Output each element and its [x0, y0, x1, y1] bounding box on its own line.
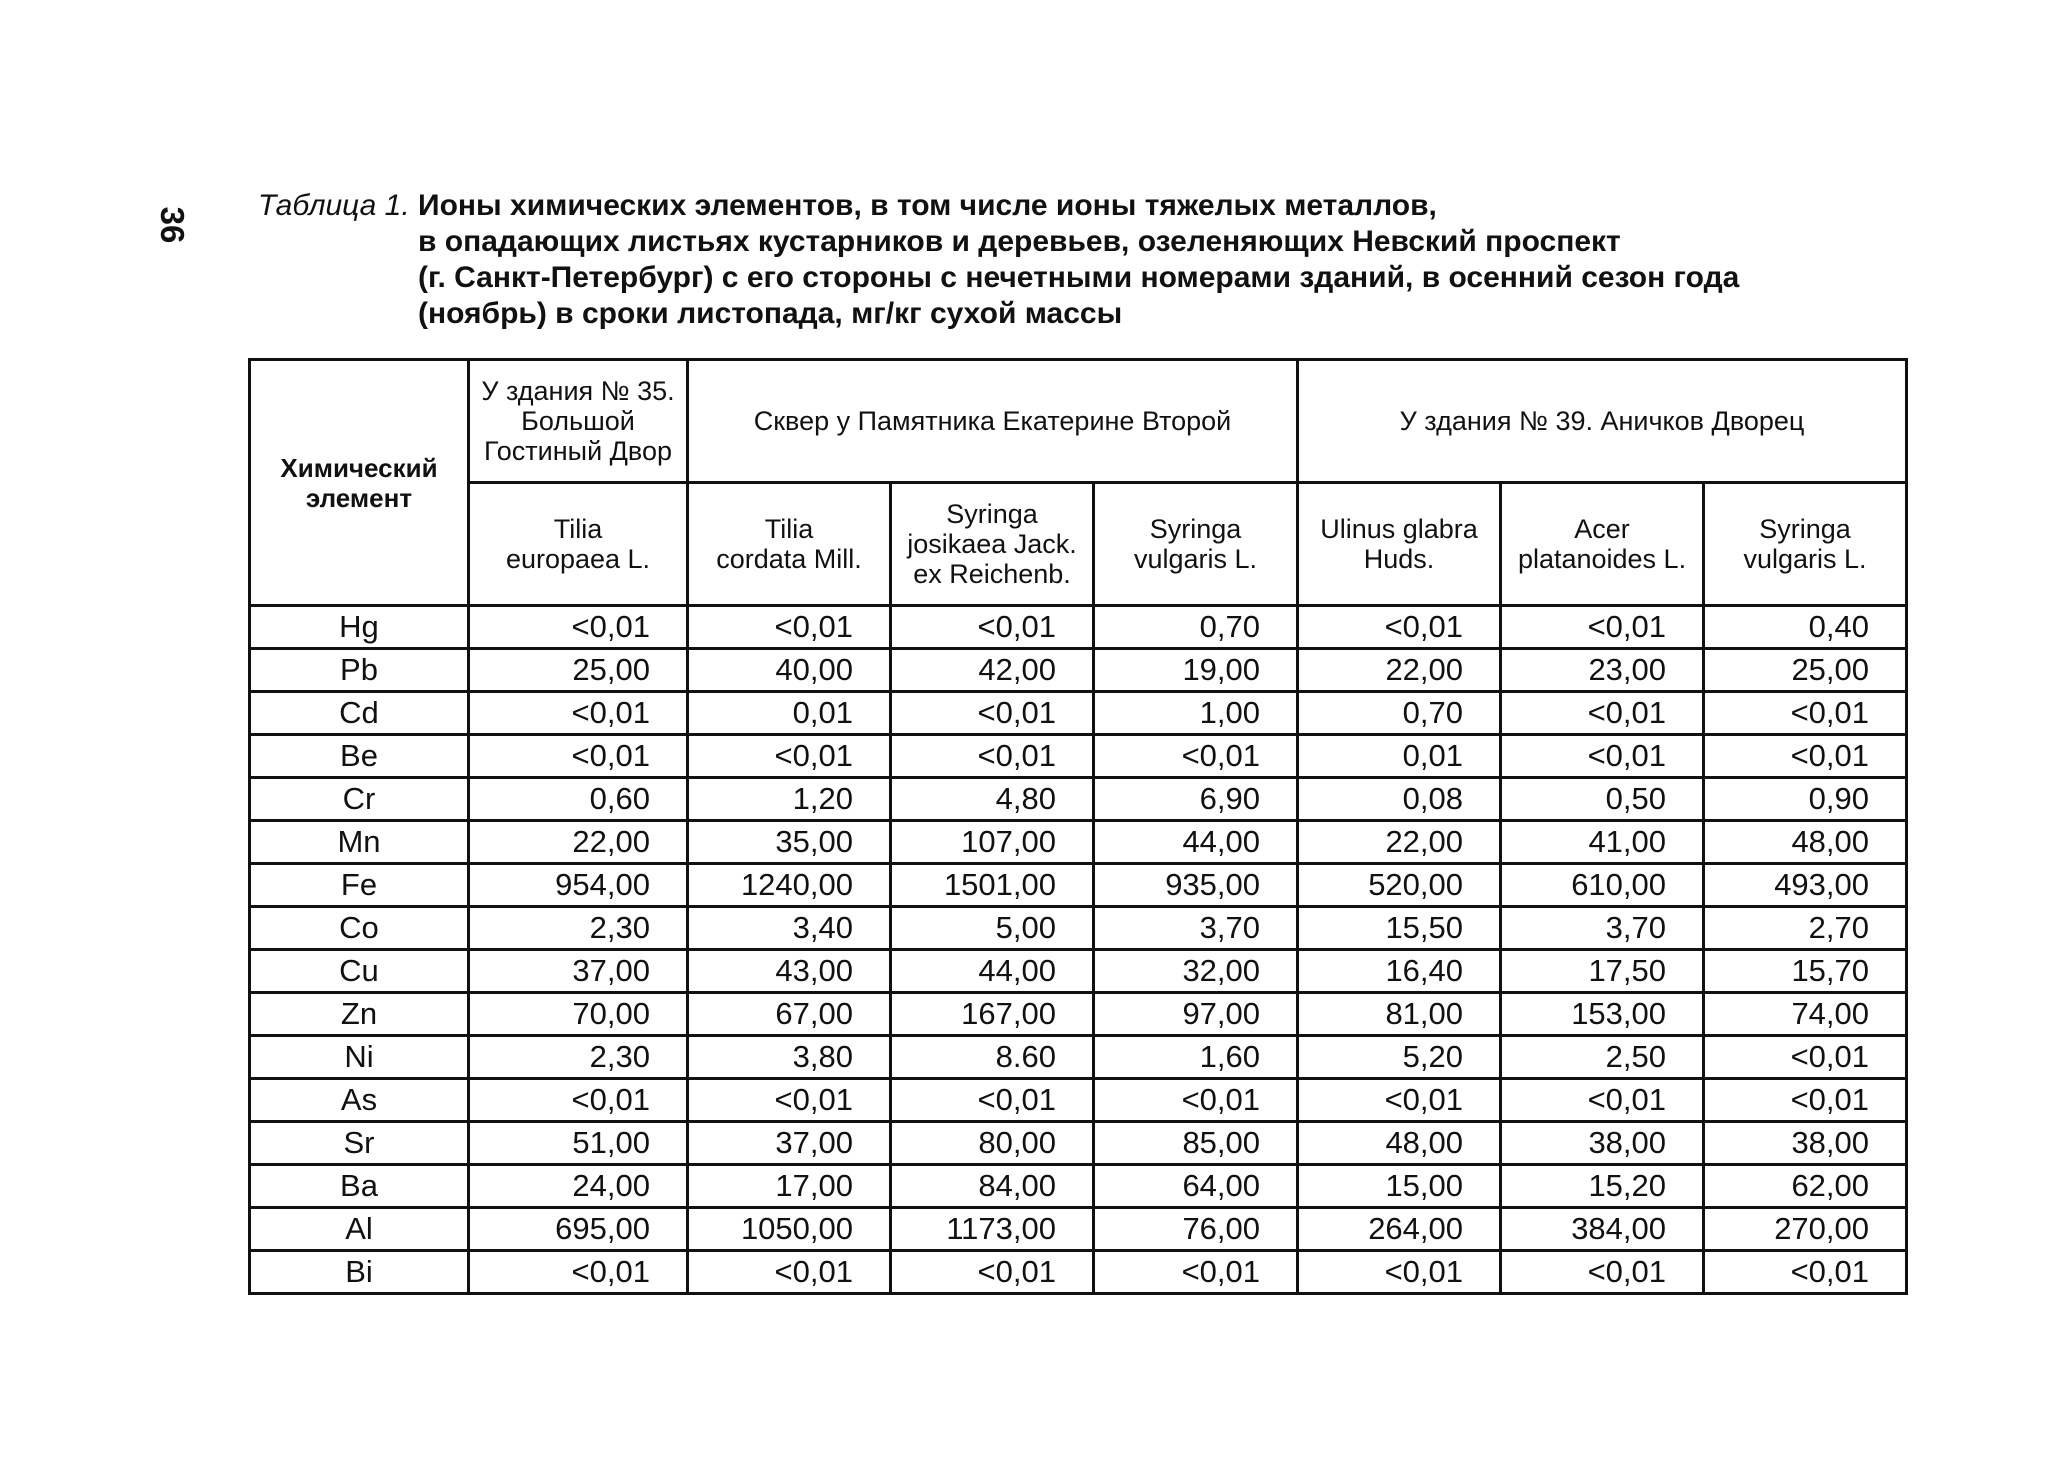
- table-row: [250, 950, 1907, 993]
- element-cell: Be: [250, 735, 469, 778]
- value-cell: 22,00: [1298, 821, 1501, 864]
- value-cell: 42,00: [891, 649, 1094, 692]
- value-cell: 70,00: [469, 993, 688, 1036]
- value-cell: 2,70: [1704, 907, 1907, 950]
- value-cell: 3,40: [688, 907, 891, 950]
- value-cell: 107,00: [891, 821, 1094, 864]
- value-cell: <0,01: [1094, 735, 1298, 778]
- value-cell: 81,00: [1298, 993, 1501, 1036]
- value-cell: 270,00: [1704, 1208, 1907, 1251]
- value-cell: 44,00: [1094, 821, 1298, 864]
- table-row: [250, 692, 1907, 735]
- element-cell: As: [250, 1079, 469, 1122]
- value-cell: 8.60: [891, 1036, 1094, 1079]
- value-cell: 153,00: [1501, 993, 1704, 1036]
- value-cell: <0,01: [891, 606, 1094, 649]
- value-cell: <0,01: [1501, 692, 1704, 735]
- value-cell: 23,00: [1501, 649, 1704, 692]
- value-cell: 74,00: [1704, 993, 1907, 1036]
- value-cell: 384,00: [1501, 1208, 1704, 1251]
- table-caption: [258, 188, 1838, 332]
- value-cell: 48,00: [1298, 1122, 1501, 1165]
- value-cell: <0,01: [1704, 1036, 1907, 1079]
- value-cell: 3,70: [1094, 907, 1298, 950]
- value-cell: 43,00: [688, 950, 891, 993]
- table-row: [250, 993, 1907, 1036]
- value-cell: <0,01: [469, 692, 688, 735]
- value-cell: 1,00: [1094, 692, 1298, 735]
- value-cell: 80,00: [891, 1122, 1094, 1165]
- value-cell: 1050,00: [688, 1208, 891, 1251]
- value-cell: 2,50: [1501, 1036, 1704, 1079]
- table-row: [250, 649, 1907, 692]
- value-cell: 19,00: [1094, 649, 1298, 692]
- species-header-row: [250, 483, 1907, 606]
- value-cell: 3,80: [688, 1036, 891, 1079]
- caption-label: Таблица 1.: [258, 189, 410, 222]
- table-row: [250, 1122, 1907, 1165]
- value-cell: 76,00: [1094, 1208, 1298, 1251]
- value-cell: 32,00: [1094, 950, 1298, 993]
- value-cell: 5,20: [1298, 1036, 1501, 1079]
- value-cell: 5,00: [891, 907, 1094, 950]
- value-cell: 493,00: [1704, 864, 1907, 907]
- value-cell: 0,90: [1704, 778, 1907, 821]
- element-cell: Ba: [250, 1165, 469, 1208]
- value-cell: 1,60: [1094, 1036, 1298, 1079]
- heavy-metals-table: [248, 358, 1908, 1295]
- value-cell: <0,01: [1501, 1251, 1704, 1294]
- value-cell: <0,01: [688, 1251, 891, 1294]
- value-cell: 37,00: [469, 950, 688, 993]
- value-cell: 41,00: [1501, 821, 1704, 864]
- value-cell: 37,00: [688, 1122, 891, 1165]
- value-cell: <0,01: [1704, 1079, 1907, 1122]
- value-cell: 0,70: [1298, 692, 1501, 735]
- caption-line-3: (г. Санкт-Петербург) с его стороны с нечетными номерами зданий, в осенний сезон года: [418, 261, 1740, 294]
- table-row: [250, 1165, 1907, 1208]
- table-body: [250, 606, 1907, 1294]
- value-cell: 0,40: [1704, 606, 1907, 649]
- value-cell: 40,00: [688, 649, 891, 692]
- value-cell: 48,00: [1704, 821, 1907, 864]
- value-cell: <0,01: [469, 1251, 688, 1294]
- value-cell: 15,00: [1298, 1165, 1501, 1208]
- element-cell: Zn: [250, 993, 469, 1036]
- group-header-gostiny-dvor: У здания № 35. Большой Гостиный Двор: [469, 360, 688, 483]
- element-cell: Hg: [250, 606, 469, 649]
- value-cell: 0,60: [469, 778, 688, 821]
- value-cell: 1173,00: [891, 1208, 1094, 1251]
- element-column-header: Химический элемент: [250, 360, 469, 606]
- element-cell: Cu: [250, 950, 469, 993]
- value-cell: <0,01: [1704, 735, 1907, 778]
- caption-line-1: Ионы химических элементов, в том числе ионы тяжелых металлов,: [418, 189, 1437, 222]
- element-cell: Mn: [250, 821, 469, 864]
- value-cell: 167,00: [891, 993, 1094, 1036]
- element-cell: Bi: [250, 1251, 469, 1294]
- value-cell: 0,01: [1298, 735, 1501, 778]
- value-cell: <0,01: [688, 735, 891, 778]
- value-cell: 6,90: [1094, 778, 1298, 821]
- value-cell: <0,01: [1501, 735, 1704, 778]
- value-cell: <0,01: [469, 735, 688, 778]
- element-cell: Co: [250, 907, 469, 950]
- element-cell: Ni: [250, 1036, 469, 1079]
- value-cell: <0,01: [891, 692, 1094, 735]
- value-cell: 67,00: [688, 993, 891, 1036]
- species-header: Tilia cordata Mill.: [688, 483, 891, 606]
- table-row: [250, 1079, 1907, 1122]
- species-header: Syringa josikaea Jack. ex Reichenb.: [891, 483, 1094, 606]
- table-row: [250, 1208, 1907, 1251]
- value-cell: 64,00: [1094, 1165, 1298, 1208]
- value-cell: 84,00: [891, 1165, 1094, 1208]
- value-cell: <0,01: [1094, 1251, 1298, 1294]
- value-cell: 25,00: [469, 649, 688, 692]
- table-row: [250, 606, 1907, 649]
- value-cell: 1501,00: [891, 864, 1094, 907]
- value-cell: 0,70: [1094, 606, 1298, 649]
- value-cell: <0,01: [1501, 1079, 1704, 1122]
- value-cell: 2,30: [469, 907, 688, 950]
- species-header: Syringa vulgaris L.: [1094, 483, 1298, 606]
- value-cell: 35,00: [688, 821, 891, 864]
- value-cell: 22,00: [1298, 649, 1501, 692]
- value-cell: <0,01: [891, 1079, 1094, 1122]
- value-cell: <0,01: [469, 1079, 688, 1122]
- value-cell: 16,40: [1298, 950, 1501, 993]
- value-cell: 695,00: [469, 1208, 688, 1251]
- table-row: [250, 1251, 1907, 1294]
- value-cell: 97,00: [1094, 993, 1298, 1036]
- value-cell: 25,00: [1704, 649, 1907, 692]
- value-cell: <0,01: [688, 606, 891, 649]
- value-cell: 610,00: [1501, 864, 1704, 907]
- value-cell: 4,80: [891, 778, 1094, 821]
- value-cell: <0,01: [1704, 1251, 1907, 1294]
- value-cell: <0,01: [1298, 606, 1501, 649]
- value-cell: 0,08: [1298, 778, 1501, 821]
- element-cell: Fe: [250, 864, 469, 907]
- value-cell: 1,20: [688, 778, 891, 821]
- table-row: [250, 735, 1907, 778]
- caption-line-2: в опадающих листьях кустарников и деревьев, озеленяющих Невский проспект: [418, 225, 1621, 258]
- value-cell: 15,20: [1501, 1165, 1704, 1208]
- value-cell: 3,70: [1501, 907, 1704, 950]
- group-header-anichkov-palace: У здания № 39. Аничков Дворец: [1298, 360, 1907, 483]
- caption-line-4: (ноябрь) в сроки листопада, мг/кг сухой массы: [418, 297, 1123, 330]
- value-cell: 0,50: [1501, 778, 1704, 821]
- element-cell: Cd: [250, 692, 469, 735]
- value-cell: <0,01: [688, 1079, 891, 1122]
- table-row: [250, 1036, 1907, 1079]
- table-row: [250, 907, 1907, 950]
- value-cell: <0,01: [1501, 606, 1704, 649]
- table-row: [250, 821, 1907, 864]
- value-cell: 2,30: [469, 1036, 688, 1079]
- value-cell: 44,00: [891, 950, 1094, 993]
- value-cell: 520,00: [1298, 864, 1501, 907]
- value-cell: <0,01: [1298, 1079, 1501, 1122]
- page-number: 36: [154, 206, 191, 244]
- value-cell: <0,01: [1704, 692, 1907, 735]
- value-cell: 38,00: [1704, 1122, 1907, 1165]
- species-header: Tilia europaea L.: [469, 483, 688, 606]
- table-row: [250, 864, 1907, 907]
- value-cell: <0,01: [891, 1251, 1094, 1294]
- value-cell: 15,50: [1298, 907, 1501, 950]
- value-cell: 0,01: [688, 692, 891, 735]
- value-cell: 22,00: [469, 821, 688, 864]
- table-row: [250, 778, 1907, 821]
- value-cell: 24,00: [469, 1165, 688, 1208]
- value-cell: 935,00: [1094, 864, 1298, 907]
- value-cell: 62,00: [1704, 1165, 1907, 1208]
- value-cell: 85,00: [1094, 1122, 1298, 1165]
- value-cell: <0,01: [1298, 1251, 1501, 1294]
- group-header-row: [250, 360, 1907, 483]
- value-cell: 17,50: [1501, 950, 1704, 993]
- value-cell: 17,00: [688, 1165, 891, 1208]
- species-header: Ulinus glabra Huds.: [1298, 483, 1501, 606]
- value-cell: <0,01: [891, 735, 1094, 778]
- value-cell: 954,00: [469, 864, 688, 907]
- value-cell: 1240,00: [688, 864, 891, 907]
- element-cell: Sr: [250, 1122, 469, 1165]
- value-cell: <0,01: [469, 606, 688, 649]
- value-cell: 38,00: [1501, 1122, 1704, 1165]
- value-cell: <0,01: [1094, 1079, 1298, 1122]
- value-cell: 51,00: [469, 1122, 688, 1165]
- value-cell: 264,00: [1298, 1208, 1501, 1251]
- value-cell: 15,70: [1704, 950, 1907, 993]
- element-cell: Al: [250, 1208, 469, 1251]
- species-header: Acer platanoides L.: [1501, 483, 1704, 606]
- element-cell: Cr: [250, 778, 469, 821]
- species-header: Syringa vulgaris L.: [1704, 483, 1907, 606]
- element-cell: Pb: [250, 649, 469, 692]
- group-header-catherine-square: Сквер у Памятника Екатерине Второй: [688, 360, 1298, 483]
